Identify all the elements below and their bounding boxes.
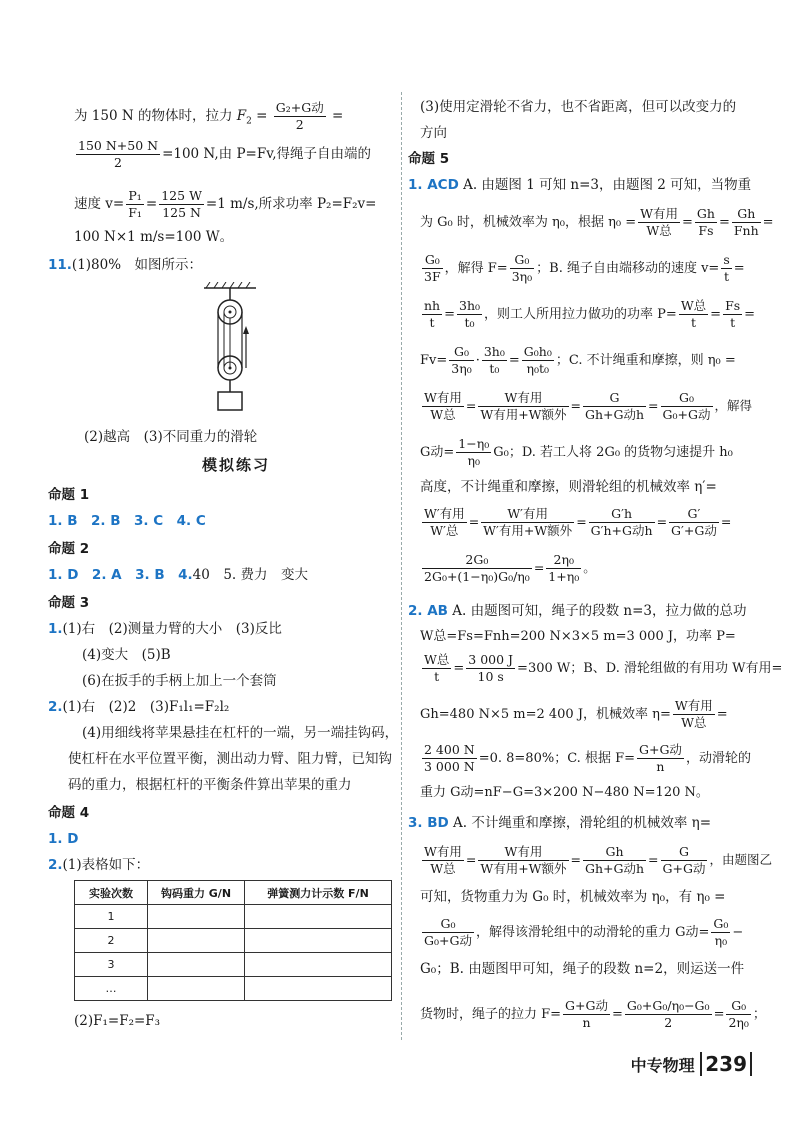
table-row <box>75 905 392 929</box>
question-11: 11.(1)80% 如图所示： <box>48 257 203 273</box>
q2-line-3: $\frac{\text{W总}}{t}$ = $\frac{3 000 J}{10 s}$ =300 W；B、D. 滑轮组做的有用功 W有用= <box>424 652 783 684</box>
q1-line-1: 1. ACD A. 由题图 1 可知 n=3，由题图 2 可知，当物重 <box>408 177 752 193</box>
q3-line-6: 货物时，绳子的拉力 F= $\frac{\text{G+G动}}{n}$ = $\frac{\text{G₀+G₀/η₀−G₀}}{2}$ = $\frac{\text{G₀}}{\text{2η₀}}$ ； <box>420 998 766 1030</box>
proposition-3-q2-line-3: 使杠杆在水平位置平衡，测出动力臂、阻力臂，已知钩 <box>68 751 392 767</box>
q2-line-6: 重力 G动=nF−G=3×200 N−480 N=120 N。 <box>420 785 709 800</box>
proposition-4-title: 命题 4 <box>48 805 90 821</box>
q1-line-9: $\frac{\text{W′有用}}{\text{W′总}}$ = $\frac{\text{W′有用}}{\text{W′有用+W额外}}$ = $\frac{G'h}{\text{G′h+G动h}}$ = $\frac{G'}{\text{G′+G动}}$ = <box>424 506 732 538</box>
q2-line-4: Gh=480 N×5 m=2 400 J，机械效率 η= $\frac{\text{W有用}}{\text{W总}}$ = <box>420 698 728 730</box>
continuation-line-4: 100 N×1 m/s=100 W。 <box>74 229 234 245</box>
q3-line-4: $\frac{\text{G₀}}{\text{G₀+G动}}$ ，解得该滑轮组中的动滑轮的重力 G动= $\frac{\text{G₀}}{\text{η₀}}$ − <box>424 916 744 948</box>
proposition-4-q2-part-2: (2)F₁=F₂=F₃ <box>74 1013 161 1029</box>
column-divider <box>401 92 402 1040</box>
table-row <box>75 929 392 953</box>
proposition-3-q2-line-2: (4)用细线将苹果悬挂在杠杆的一端，另一端挂钩码， <box>82 725 399 741</box>
q1-line-5: Fv= $\frac{\text{G₀}}{\text{3η₀}}$ · $\frac{\text{3h₀}}{\text{t₀}}$ = $\frac{\text{G₀h₀}}{\text{η₀t₀}}$ ；C. 不计绳重和摩擦，则 η₀ = <box>420 344 736 376</box>
proposition-3-q1-line-2: (4)变大 (5)B <box>82 647 171 663</box>
table-header: 钩码重力 G/N <box>148 881 245 905</box>
table-cell: 3 <box>75 953 148 977</box>
table-row <box>75 953 392 977</box>
footer-label: 中专物理 <box>630 1056 695 1075</box>
q1-line-10: $\frac{\text{2G₀}}{\text{2G₀+(1−η₀)G₀/η₀}}$ = $\frac{\text{2η₀}}{\text{1+η₀}}$ 。 <box>424 552 596 584</box>
q1-line-6: $\frac{\text{W有用}}{\text{W总}}$ = $\frac{\text{W有用}}{\text{W有用+W额外}}$ = $\frac{G}{\text{Gh+G动h}}$ = $\frac{\text{G₀}}{\text{G₀+G动}}$ ，解得 <box>424 390 753 422</box>
table-header: 弹簧测力计示数 F/N <box>245 881 392 905</box>
q3-line-2: $\frac{\text{W有用}}{\text{W总}}$ = $\frac{\text{W有用}}{\text{W有用+W额外}}$ = $\frac{Gh}{\text{Gh+G动h}}$ = $\frac{G}{\text{G+G动}}$ ，由题图乙 <box>424 844 772 876</box>
fraction: $\frac{150 N+50 N}{2}$ <box>78 138 159 170</box>
q2-line-1: 2. AB A. 由题图可知，绳子的段数 n=3，拉力做的总功 <box>408 603 747 619</box>
q1-line-2: 为 G₀ 时，机械效率为 η₀，根据 η₀ = $\frac{\text{W有用}}{\text{W总}}$ = $\frac{Gh}{Fs}$ = $\frac{Gh}{\text{Fnh}}$ = <box>420 206 774 238</box>
proposition-1-title: 命题 1 <box>48 487 90 503</box>
q3-line-3: 可知，货物重力为 G₀ 时，机械效率为 η₀，有 η₀ = <box>420 889 726 905</box>
table-header-row <box>75 881 392 905</box>
proposition-3-q1-line-3: (6)在扳手的手柄上加上一个套筒 <box>82 673 277 689</box>
table-cell: 1 <box>75 905 148 929</box>
q1-line-7: G动= $\frac{\text{1−η₀}}{\text{η₀}}$ G₀；D. 若工人将 2G₀ 的货物匀速提升 h₀ <box>420 436 733 468</box>
page-footer <box>631 1052 752 1076</box>
q3-line-1: 3. BD A. 不计绳重和摩擦，滑轮组的机械效率 η= <box>408 815 712 831</box>
proposition-3-q2-line-1: 2.(1)右 (2)2 (3)F₁l₁=F₂l₂ <box>48 699 230 715</box>
q1-line-4: $\frac{nh}{t}$ = $\frac{\text{3h₀}}{\text{t₀}}$ ，则工人所用拉力做功的功率 P= $\frac{\text{W总}}{t}$ = $\frac{Fs}{t}$ = <box>424 298 756 330</box>
right-line-2: 方向 <box>420 125 447 141</box>
continuation-line-2: $\frac{150 N+50 N}{2}$ =100 N,由 P=Fv,得绳子自由端的 <box>78 138 372 170</box>
q1-line-8: 高度，不计绳重和摩擦，则滑轮组的机械效率 η′= <box>420 479 717 495</box>
table-header: 实验次数 <box>75 881 148 905</box>
q2-line-5: $\frac{2 400 N}{3 000 N}$ =0. 8=80%；C. 根据 F= $\frac{\text{G+G动}}{n}$ ，动滑轮的 <box>424 742 751 774</box>
proposition-5-title: 命题 5 <box>408 151 450 167</box>
question-11-part-2: (2)越高 (3)不同重力的滑轮 <box>84 429 258 445</box>
proposition-4-q1: 1. D <box>48 831 79 847</box>
table-cell: … <box>75 977 148 1001</box>
q2-line-2: W总=Fs=Fnh=200 N×3×5 m=3 000 J，功率 P= <box>420 629 736 644</box>
continuation-line-1: 为 150 N 的物体时，拉力 $F_2$ = $\frac{\text{G₂+G动}}{2}$ = <box>74 100 344 132</box>
proposition-3-q2-line-4: 码的重力，根据杠杆的平衡条件算出苹果的重力 <box>68 777 352 793</box>
continuation-line-3: 速度 v= $\frac{\text{P₁}}{\text{F₁}}$ = $\frac{125 W}{125 N}$ =1 m/s,所求功率 P₂=F₂v= <box>74 188 377 220</box>
table-cell: 2 <box>75 929 148 953</box>
table-row <box>75 977 392 1001</box>
section-title: 模拟练习 <box>202 456 271 474</box>
proposition-2-title: 命题 2 <box>48 541 90 557</box>
fraction: $\frac{\text{G₂+G动}}{2}$ <box>275 100 324 132</box>
right-line-1: (3)使用定滑轮不省力，也不省距离，但可以改变力的 <box>420 99 737 115</box>
experiment-table <box>74 880 392 1001</box>
proposition-3-q1-line-1: 1.(1)右 (2)测量力臂的大小 (3)反比 <box>48 621 282 637</box>
q3-line-5: G₀；B. 由题图甲可知，绳子的段数 n=2，则运送一件 <box>420 961 745 977</box>
pulley-diagram <box>194 282 274 417</box>
proposition-4-q2: 2.(1)表格如下： <box>48 857 150 873</box>
proposition-1-answers: 1. B 2. B 3. C 4. C <box>48 513 206 529</box>
proposition-2-answers: 1. D 2. A 3. B 4.40 5. 费力 变大 <box>48 567 308 583</box>
proposition-3-title: 命题 3 <box>48 595 90 611</box>
q1-line-3: $\frac{\text{G₀}}{3F}$ ，解得 F= $\frac{\text{G₀}}{\text{3η₀}}$ ；B. 绳子自由端移动的速度 v= $\frac{s}{t}$ = <box>424 252 745 284</box>
page-number: 239 <box>700 1052 752 1076</box>
